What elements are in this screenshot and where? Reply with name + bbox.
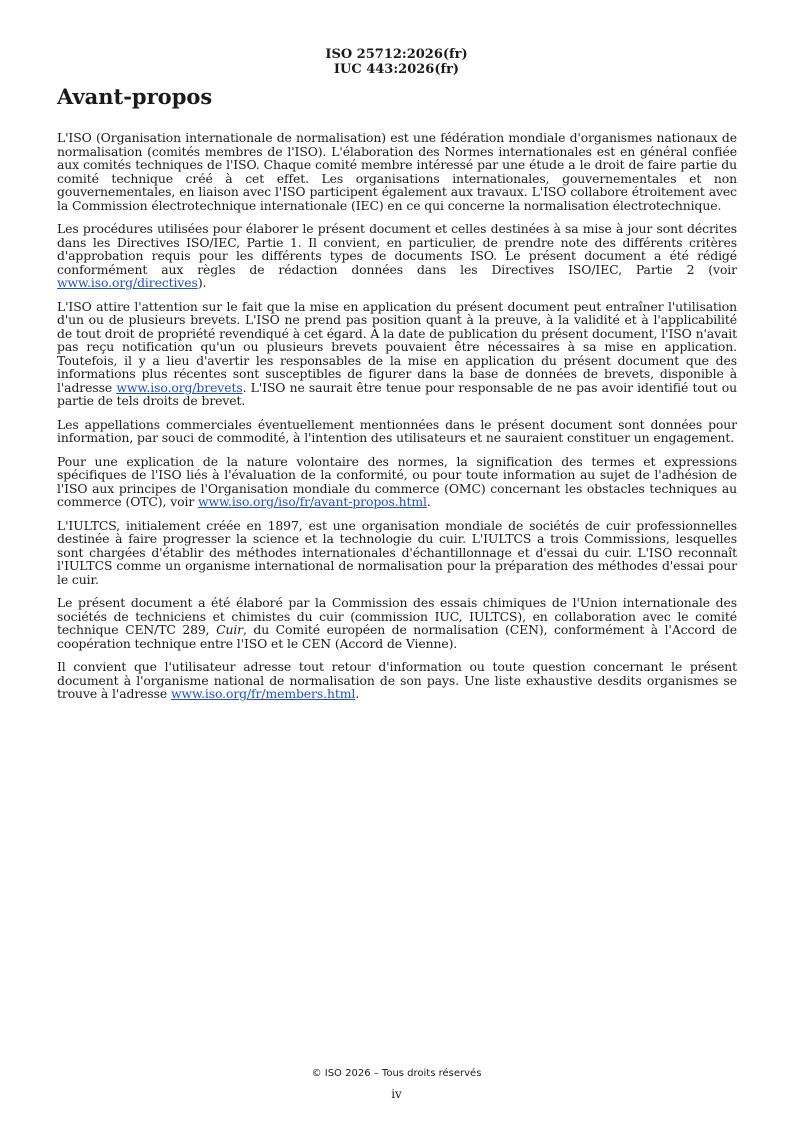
page-title: Avant-propos xyxy=(57,84,213,109)
paragraph-patents-end: . L'ISO ne saurait être tenue pour responsable de ne pas avoir identifié tout ou partie de tels droits de brevet. xyxy=(57,379,737,408)
directives-link[interactable]: www.iso.org/directives xyxy=(57,275,198,290)
paragraph-voluntary-nature-text: Pour une explication de la nature volontaire des normes, la signification des termes et expressions spécifiques de l'ISO liés à l'évaluation de la conformité, ou pour toute information au sujet de l'adhésion de l'ISO aux principes de l'Organisation mondiale du commerce (OMC) concernant les obstacles techniques au commerce (OTC), voir xyxy=(57,453,737,509)
page-footer xyxy=(0,1067,793,1101)
foreword-info-link[interactable]: www.iso.org/iso/fr/avant-propos.html xyxy=(198,494,427,509)
paragraph-feedback-end: . xyxy=(355,686,360,701)
paragraph-patents xyxy=(57,300,737,408)
paragraph-procedures-text: Les procédures utilisées pour élaborer le présent document et celles destinées à sa mise à jour sont décrites dans les Directives ISO/IEC, Partie 1. Il convient, en particulier, de prendre note des différents critères d'approbation requis pour les différents types de documents ISO. Le présent document a été rédigé conformément aux règles de rédaction données dans les Directives ISO/IEC, Partie 2 (voir xyxy=(57,221,737,277)
paragraph-trade-names: Les appellations commerciales éventuellement mentionnées dans le présent document sont données pour information, par souci de commodité, à l'intention des utilisateurs et ne sauraient constituer un engagement. xyxy=(57,416,737,445)
paragraph-procedures-end: ). xyxy=(197,275,207,290)
paragraph-feedback xyxy=(57,660,737,701)
paragraph-iso-federation: L'ISO (Organisation internationale de normalisation) est une fédération mondiale d'organismes nationaux de normalisation (comités membres de l'ISO). L'élaboration des Normes internationales est en général confiée aux comités techniques de l'ISO. Chaque comité membre intéressé par une étude a le droit de faire partie du comité technique créé à cet effet. Les organisations internationales, gouvernementales et non gouvernementales, en liaison avec l'ISO participent également aux travaux. L'ISO collabore étroitement avec la Commission électrotechnique internationale (IEC) en ce qui concerne la normalisation électrotechnique. xyxy=(57,130,737,213)
document-header xyxy=(0,47,793,77)
paragraph-preparation-end: , du Comité européen de normalisation (CEN), conformément à l'Accord de coopération technique entre l'ISO et le CEN (Accord de Vienne). xyxy=(57,622,737,651)
paragraph-feedback-text: Il convient que l'utilisateur adresse tout retour d'information ou toute question concernant le présent document à l'organisme national de normalisation de son pays. Une liste exhaustive desdits organismes se trouve à l'adresse xyxy=(57,659,737,701)
paragraph-preparation-text: Le présent document a été élaboré par la Commission des essais chimiques de l'Union internationale des sociétés de techniciens et chimistes du cuir (commission IUC, IULTCS), en collaboration avec le comité technique CEN/TC 289, xyxy=(57,595,737,637)
paragraph-preparation xyxy=(57,596,737,650)
standard-reference-iso: ISO 25712:2026(fr) xyxy=(325,47,468,62)
paragraph-voluntary-nature-end: . xyxy=(426,494,431,509)
paragraph-procedures xyxy=(57,222,737,290)
paragraph-iultcs: L'IULTCS, initialement créée en 1897, est une organisation mondiale de sociétés de cuir professionnelles destinée à faire progresser la science et la technologie du cuir. L'IULTCS a trois Commissions, lesquelles sont chargées d'établir des méthodes internationales d'échantillonnage et d'essai du cuir. L'ISO reconnaît l'IULTCS comme un organisme international de normalisation pour la préparation des méthodes d'essai pour le cuir. xyxy=(57,517,737,587)
foreword-body xyxy=(57,131,737,711)
page-number: iv xyxy=(391,1087,402,1101)
patents-link[interactable]: www.iso.org/brevets xyxy=(116,379,243,395)
copyright-notice: © ISO 2026 – Tous droits réservés xyxy=(311,1068,482,1079)
members-link[interactable]: www.iso.org/fr/members.html xyxy=(170,686,356,701)
committee-title-italic: Cuir xyxy=(216,622,244,637)
standard-reference-iuc: IUC 443:2026(fr) xyxy=(333,62,460,77)
paragraph-patents-text: L'ISO attire l'attention sur le fait que la mise en application du présent document peut entraîner l'utilisation d'un ou de plusieurs brevets. L'ISO ne prend pas position quant à la preuve, à la validité et à l'applicabilité de tout droit de propriété revendiqué à cet égard. À la date de publication du présent document, l'ISO n'avait pas reçu notification qu'un ou plusieurs brevets pouvaient être nécessaires à sa mise en application. Toutefois, il y a lieu d'avertir les responsables de la mise en application du présent document que des informations plus récentes sont susceptibles de figurer dans la base de données de brevets, disponible à l'adresse xyxy=(57,298,737,395)
paragraph-voluntary-nature xyxy=(57,455,737,509)
